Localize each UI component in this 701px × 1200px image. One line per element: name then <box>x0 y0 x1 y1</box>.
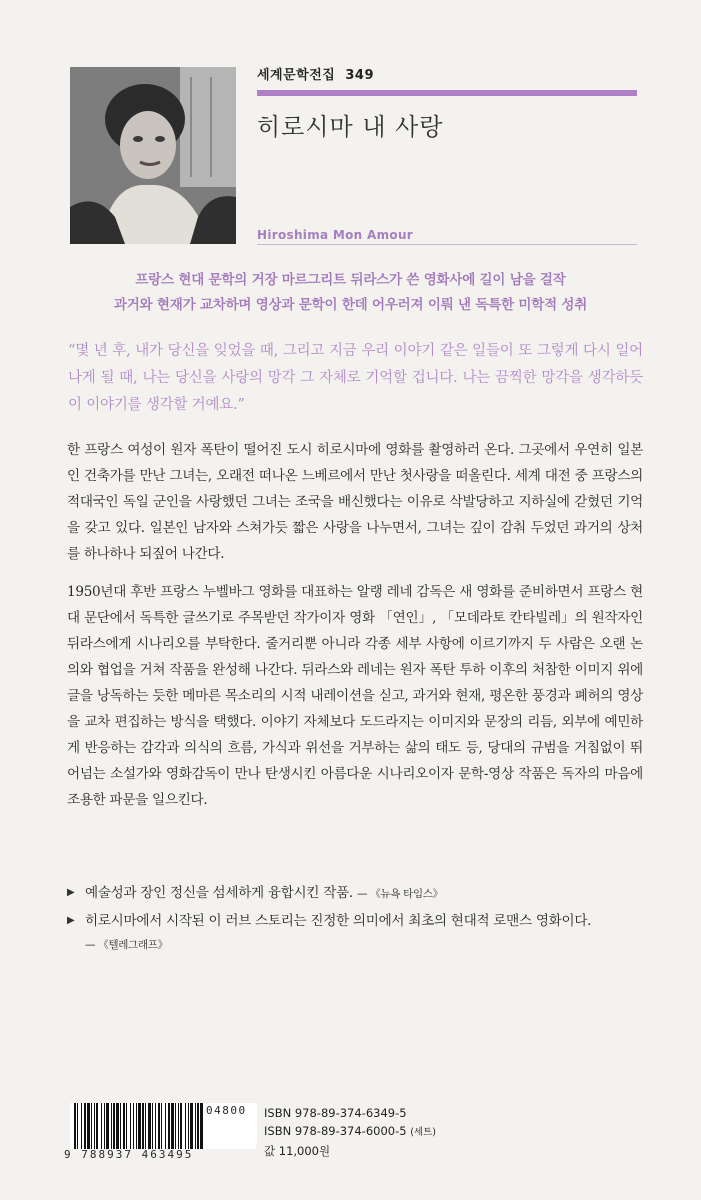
barcode-bar <box>161 1103 162 1149</box>
barcode-bar <box>111 1103 112 1149</box>
body-paragraph-2: 1950년대 후반 프랑스 누벨바그 영화를 대표하는 알랭 레네 감독은 새 영화를 준비하면서 프랑스 현대 문단에서 독특한 글쓰기로 주목받던 작가이자 영화 「연인」, 「모데라토 칸타빌레」의 원작자인 뒤라스에게 시나리오를 부탁한다. 줄거리뿐 아니라 각종 세부 사항에 이르기까지 두 사람은 오랜 논의와 협업을 거쳐 작품을 완성해 나간다. 뒤라스와 레네는 원자 폭탄 투하 이후의 처참한 이미지 위에 글을 낭독하는 듯한 메마른 목소리의 시적 내레이션을 싣고, 과거와 현재, 평온한 풍경과 폐허의 영상을 교차 편집하는 방식을 택했다. 이야기 자체보다 도드라지는 이미지와 문장의 리듬, 외부에 예민하게 반응하는 감각과 의식의 흐름, 가식과 위선을 거부하는 삶의 태도 등, 당대의 규범을 거침없이 뛰어넘는 소설가와 영화감독이 만나 탄생시킨 아름다운 시나리오이자 문학-영상 작품은 독자의 마음에 조용한 파문을 일으킨다. <box>67 584 643 808</box>
english-title: Hiroshima Mon Amour <box>257 228 413 242</box>
barcode-bar <box>116 1103 119 1149</box>
barcode-bar <box>175 1103 176 1149</box>
review-item <box>67 882 647 905</box>
barcode-bar <box>142 1103 144 1149</box>
review-list <box>67 882 647 961</box>
isbn-line <box>264 1122 436 1142</box>
barcode-bar <box>188 1103 189 1149</box>
barcode-bar <box>136 1103 137 1149</box>
isbn-number: ISBN 978-89-374-6349-5 <box>264 1106 407 1120</box>
isbn-note: (세트) <box>410 1127 436 1138</box>
barcode-bar <box>171 1103 174 1149</box>
barcode-bar <box>155 1103 156 1149</box>
barcode-bar <box>84 1103 86 1149</box>
author-photo <box>70 67 236 244</box>
barcode-bar <box>152 1103 153 1149</box>
barcode-bar <box>106 1103 109 1149</box>
barcode-bar <box>178 1103 179 1149</box>
review-text: 히로시마에서 시작된 이 러브 스토리는 진정한 의미에서 최초의 현대적 로맨스 영화이다. <box>85 913 592 929</box>
tagline-line-1: 프랑스 현대 문학의 거장 마르그리트 뒤라스가 쓴 영화사에 길이 남을 걸작 <box>135 272 566 288</box>
barcode-bar <box>165 1103 166 1149</box>
review-source: — 《뉴욕 타임스》 <box>356 888 443 900</box>
book-title: 히로시마 내 사랑 <box>257 113 444 141</box>
barcode-bar <box>94 1103 95 1149</box>
barcode-bar <box>190 1103 193 1149</box>
barcode-bar <box>101 1103 102 1149</box>
price: 값 11,000원 <box>264 1144 331 1158</box>
accent-bar <box>257 90 637 96</box>
barcode-bar <box>74 1103 76 1149</box>
barcode-bar <box>185 1103 186 1149</box>
review-item <box>67 910 647 956</box>
barcode-bar <box>87 1103 90 1149</box>
barcode-bar <box>158 1103 160 1149</box>
barcode-bar <box>200 1103 203 1149</box>
triangle-bullet-icon: ▶ <box>67 915 75 926</box>
addon-digits: 04800 <box>206 1104 247 1117</box>
barcode-bar <box>123 1103 125 1149</box>
isbn-number: ISBN 978-89-374-6000-5 <box>264 1124 407 1138</box>
barcode-bar <box>104 1103 105 1149</box>
barcode-bar <box>197 1103 199 1149</box>
barcode-bar <box>133 1103 134 1149</box>
barcode-bar <box>77 1103 78 1149</box>
barcode-bar <box>130 1103 131 1149</box>
barcode-bar <box>113 1103 115 1149</box>
barcode-bar <box>168 1103 170 1149</box>
series-number: 349 <box>345 68 374 83</box>
review-text: 예술성과 장인 정신을 섬세하게 융합시킨 작품. <box>85 885 353 901</box>
barcode-bar <box>195 1103 196 1149</box>
title-divider <box>257 244 637 245</box>
barcode-digits: 9 788937 463495 <box>64 1148 194 1161</box>
barcode-bar <box>81 1103 82 1149</box>
tagline-line-2: 과거와 현재가 교차하며 영상과 문학이 한데 어우러져 이뤄 낸 독특한 미학적 성취 <box>113 297 588 313</box>
barcode-bar <box>138 1103 141 1149</box>
review-source: — 《텔레그래프》 <box>85 939 168 951</box>
barcode-bar <box>91 1103 92 1149</box>
triangle-bullet-icon: ▶ <box>67 887 75 898</box>
barcode-bar <box>126 1103 127 1149</box>
barcode-bar <box>145 1103 146 1149</box>
body-paragraph-1: 한 프랑스 여성이 원자 폭탄이 떨어진 도시 히로시마에 영화를 촬영하러 온다. 그곳에서 우연히 일본인 건축가를 만난 그녀는, 오래전 떠나온 느베르에서 만난 첫사랑을 떠올린다. 세계 대전 중 프랑스의 적대국인 독일 군인을 사랑했던 그녀는 조국을 배신했다는 이유로 삭발당하고 지하실에 갇혔던 기억을 갖고 있다. 일본인 남자와 스쳐가듯 짧은 사랑을 나누면서, 그녀는 깊이 감춰 두었던 과거의 상처를 하나하나 되짚어 나간다. <box>67 442 643 562</box>
isbn-block <box>264 1104 436 1160</box>
pull-quote: “몇 년 후, 내가 당신을 잊었을 때, 그리고 지금 우리 이야기 같은 일들이 또 그렇게 다시 일어나게 될 때, 나는 당신을 사랑의 망각 그 자체로 기억할 겁니다. 나는 끔찍한 망각을 생각하듯 이 이야기를 생각할 거예요.” <box>68 343 643 413</box>
barcode-bar <box>180 1103 182 1149</box>
series-label <box>257 64 374 83</box>
isbn-line <box>264 1104 436 1122</box>
barcode-bar <box>120 1103 121 1149</box>
barcode-bar <box>96 1103 98 1149</box>
series-name: 세계문학전집 <box>257 68 336 83</box>
barcode-bar <box>148 1103 151 1149</box>
